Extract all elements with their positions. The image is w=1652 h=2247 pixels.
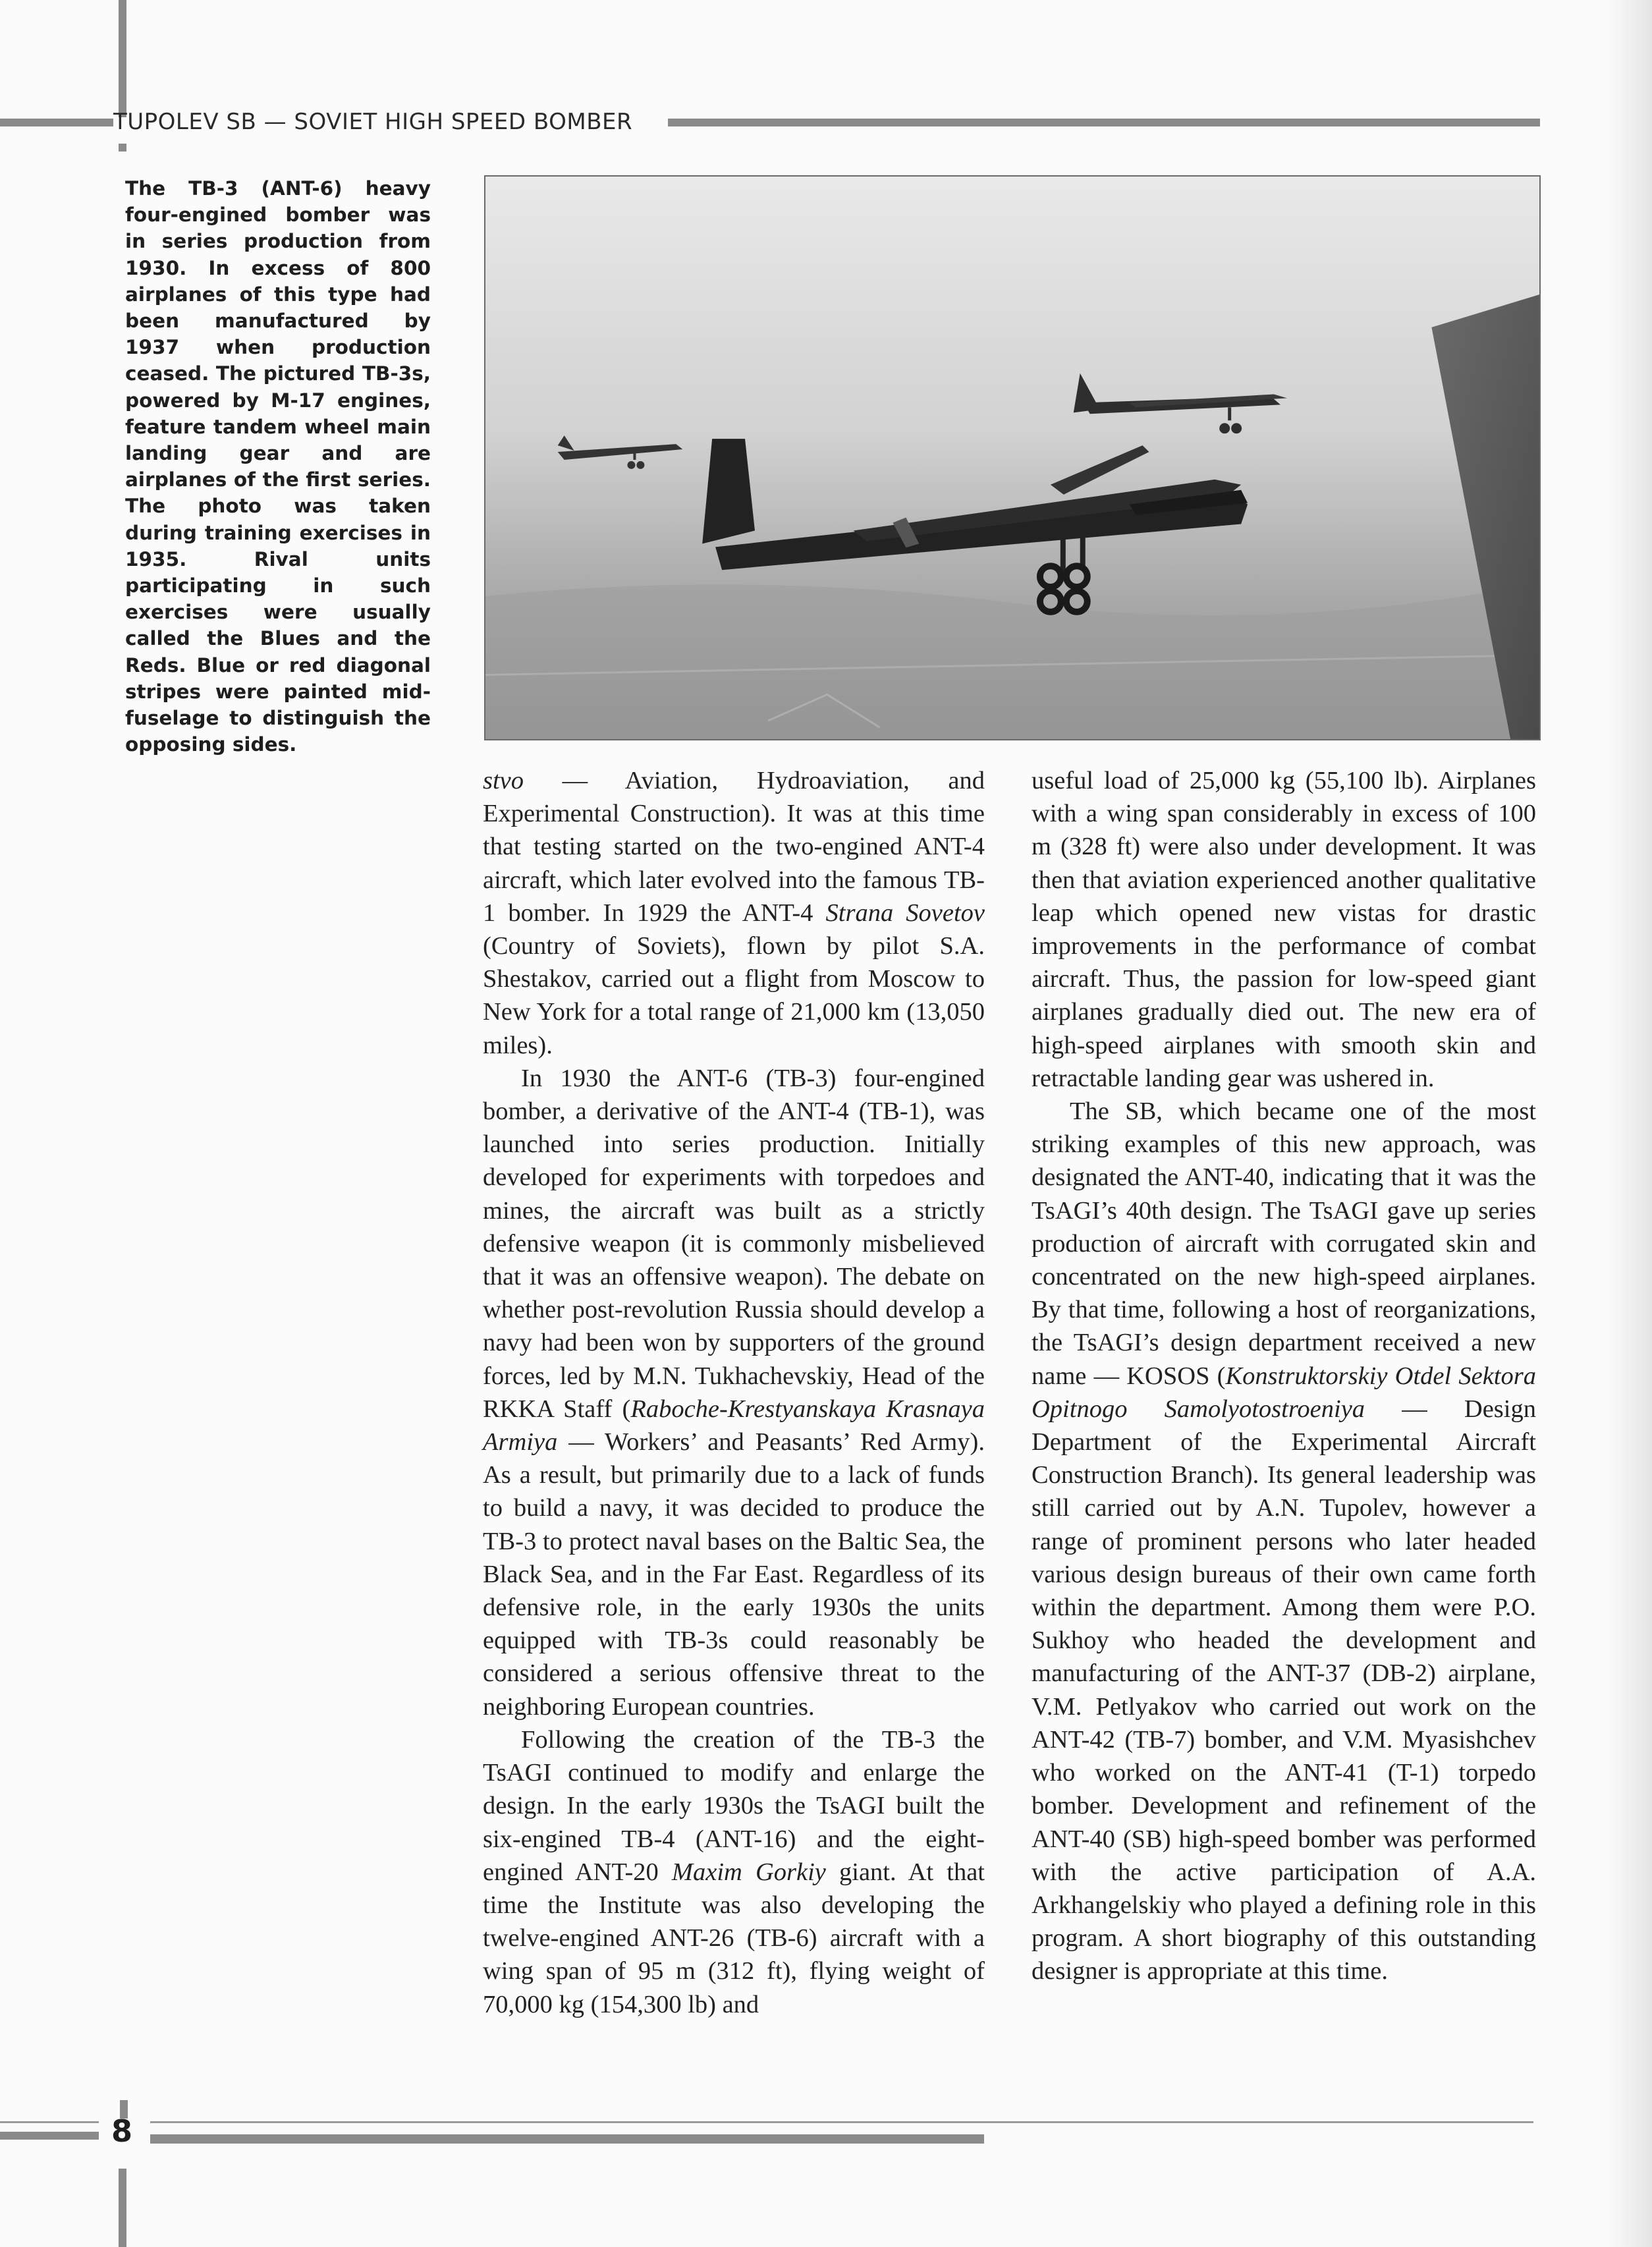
text-run: The SB, which became one of the most striking examples of this new approach, was designated the ANT-40, indicating that it was the TsAGI’s 40th design. The TsAGI gave up series production of aircraft with corrugated skin and concentrated on the new high-speed airplanes. By that time, following a host of reorganizations, the TsAGI’s design department received a new name — KOSOS ( bbox=[1032, 1097, 1536, 1390]
header-tick-mark bbox=[119, 144, 126, 152]
text-run: giant. At that time the Institute was also developing the twelve-engined ANT-26 (TB-6) aircraft with a wing span of 95 m (312 ft), flying weight of 70,000 kg (154,300 lb) and bbox=[483, 1858, 985, 2018]
footer-rule-left-thin bbox=[0, 2121, 99, 2123]
paragraph bbox=[1032, 1095, 1536, 1987]
text-run: (Country of Soviets), flown by pilot S.A. Shestakov, carried out a flight from Moscow to New York for a total range of 21,000 km (13,050 miles). bbox=[483, 932, 985, 1059]
italic-term: Raboche-Krestyanskaya Krasnaya Armiya bbox=[483, 1395, 985, 1456]
italic-term: Maxim Gorkiy bbox=[671, 1858, 826, 1886]
paragraph bbox=[483, 1723, 985, 2021]
bomber-formation-photo bbox=[484, 175, 1541, 740]
paragraph bbox=[483, 764, 985, 1062]
text-run: — Aviation, Hydroaviation, and Experimental Construction). It was at this time that testing started on the two-engined ANT-4 aircraft, which later evolved into the famous TB-1 bomber. In 1929 the ANT-4 bbox=[483, 767, 985, 927]
text-run: In 1930 the ANT-6 (TB-3) four-engined bomber, a derivative of the ANT-4 (TB-1), was launched into series production. Initially developed for experiments with torpedoes and mines, the aircraft was built as a strictly defensive weapon (it is commonly misbelieved that it was an offensive weapon). The debate on whether post-revolution Russia should develop a navy had been won by supporters of the ground forces, led by M.N. Tukhachevskiy, Head of the RKKA Staff ( bbox=[483, 1064, 985, 1423]
scan-edge-shadow bbox=[1607, 0, 1652, 2247]
text-run: — Workers’ and Peasants’ Red Army). As a result, but primarily due to a lack of funds to build a navy, it was decided to produce the TB-3 to protect naval bases on the Baltic Sea, the Black Sea, and in the Far East. Regardless of its defensive role, in the early 1930s the units equipped with TB-3s could reasonably be considered a serious offensive threat to the neighboring European countries. bbox=[483, 1428, 985, 1721]
bottom-vertical-rule bbox=[119, 2169, 126, 2247]
running-title: TUPOLEV SB — SOVIET HIGH SPEED BOMBER bbox=[113, 109, 633, 135]
body-column-right bbox=[1032, 764, 1536, 1988]
body-column-left bbox=[483, 764, 985, 2021]
italic-term: Konstruktorskiy Otdel Sektora Opitnogo Samolyotostroeniya bbox=[1032, 1362, 1536, 1423]
page-number: 8 bbox=[111, 2113, 132, 2149]
footer-rule-right-thick bbox=[150, 2134, 984, 2144]
figure-caption: The TB-3 (ANT-6) heavy four-engined bomber was in series production from 1930. In excess of 800 airplanes of this type had been manufactured by 1937 when production ceased. The pictured TB-3s, powered by M-17 engines, feature tandem wheel main landing gear and are airplanes of the first series. The photo was taken during training exercises in 1935. Rival units participating in such exercises were usually called the Blues and the Reds. Blue or red diagonal stripes were painted mid-fuselage to distinguish the opposing sides. bbox=[125, 177, 431, 756]
footer-rule-left bbox=[0, 2132, 99, 2140]
italic-term: Strana Sovetov bbox=[825, 899, 985, 927]
italic-term: stvo bbox=[483, 767, 524, 794]
paragraph: useful load of 25,000 kg (55,100 lb). Airplanes with a wing span considerably in excess of 100 m (328 ft) were also under development. It was then that aviation experienced another qualitative leap which opened new vistas for drastic improvements in the performance of combat aircraft. Thus, the passion for low-speed giant airplanes gradually died out. The new era of high-speed airplanes with smooth skin and retractable landing gear was ushered in. bbox=[1032, 767, 1536, 1092]
top-vertical-rule bbox=[119, 0, 126, 117]
text-run: — Design Department of the Experimental Aircraft Construction Branch). Its general leadership was still carried out by A.N. Tupolev, however a range of prominent persons who later headed various design bureaus of their own came forth within the department. Among them were P.O. Sukhoy who headed the development and manufacturing of the ANT-37 (DB-2) airplane, V.M. Petlyakov who carried out work on the ANT-42 (TB-7) bomber, and V.M. Myasishchev who worked on the ANT-41 (T-1) torpedo bomber. Development and refinement of the ANT-40 (SB) high-speed bomber was performed with the active participation of A.A. Arkhangelskiy who played a defining role in this program. A short biography of this outstanding designer is appropriate at this time. bbox=[1032, 1395, 1536, 1985]
paragraph bbox=[483, 1062, 985, 1723]
text-run: Following the creation of the TB-3 the TsAGI continued to modify and enlarge the design. In the early 1930s the TsAGI built the six-engined TB-4 (ANT-16) and the eight-engined ANT-20 bbox=[483, 1725, 985, 1886]
footer-rule-right-thin bbox=[150, 2121, 1533, 2123]
header-rule-left bbox=[0, 119, 113, 126]
photo-illustration bbox=[485, 177, 1539, 739]
header-rule-right bbox=[668, 119, 1540, 126]
